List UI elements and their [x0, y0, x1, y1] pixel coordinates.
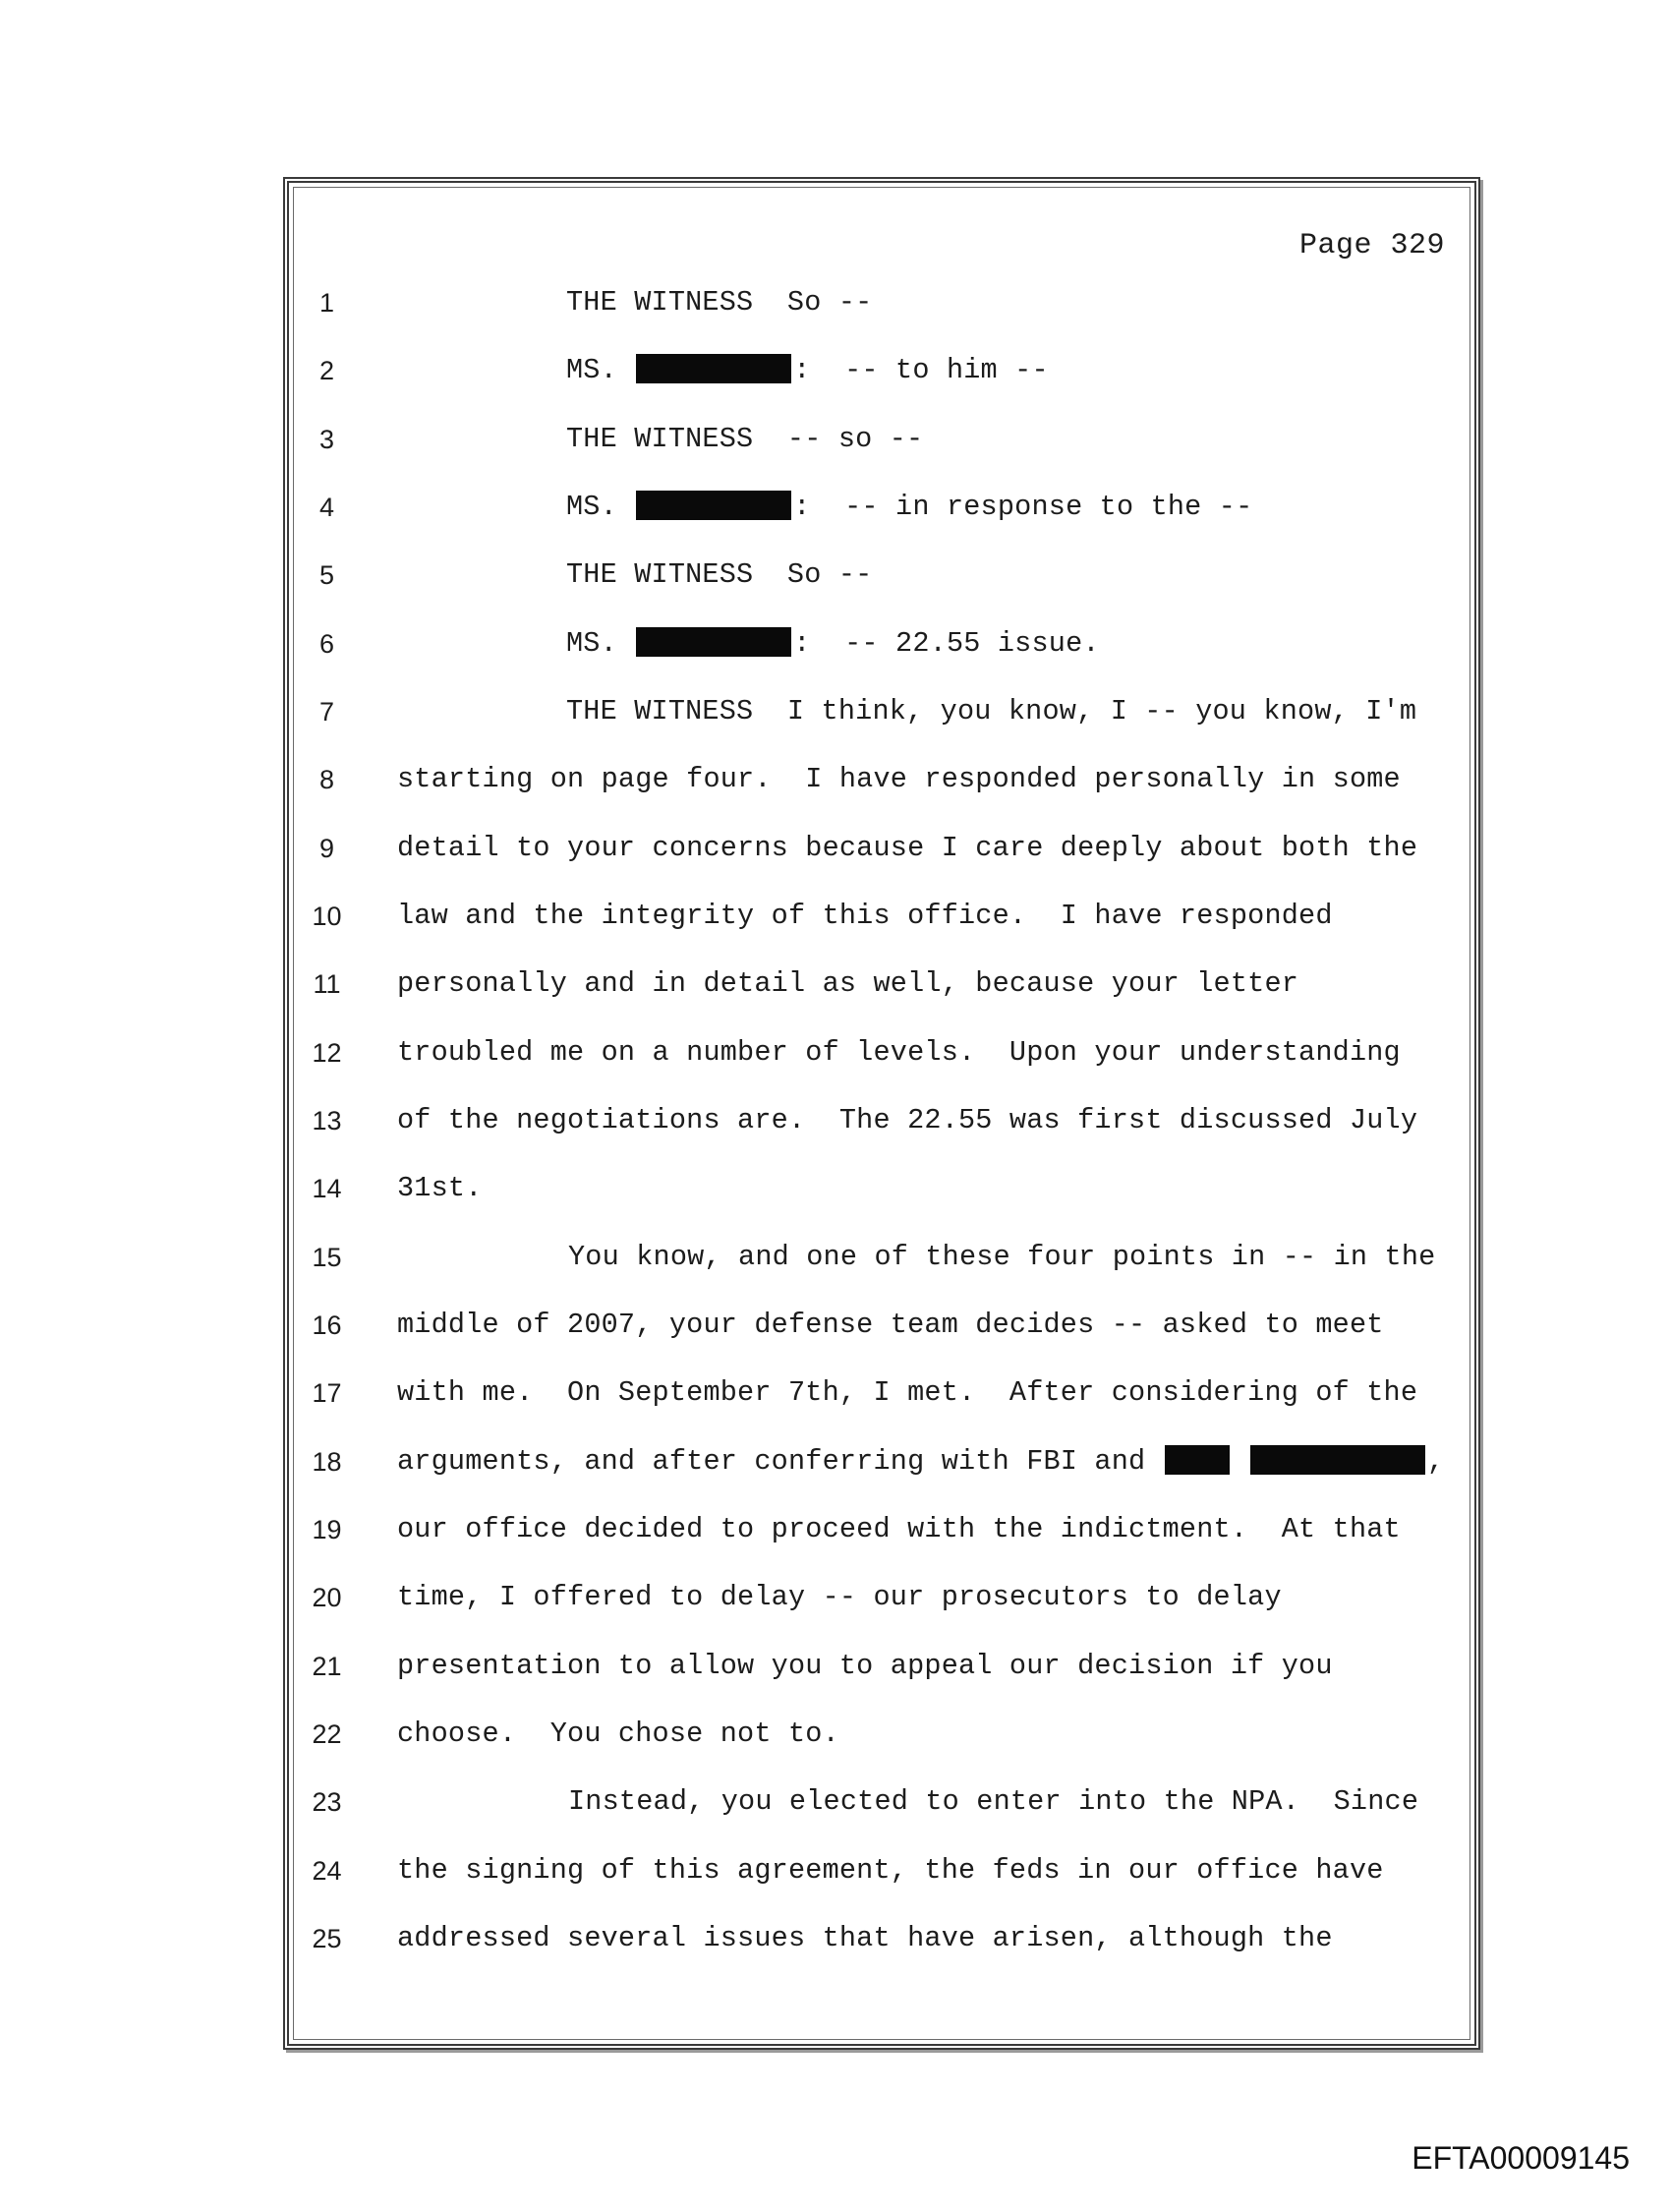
line-number: 17 [312, 1378, 342, 1408]
line-text: addressed several issues that have arisen, although the [397, 1922, 1333, 1954]
line-number: 23 [312, 1787, 342, 1817]
line-number: 16 [312, 1310, 342, 1340]
line-number: 18 [312, 1447, 342, 1477]
line-text: choose. You chose not to. [397, 1717, 839, 1750]
line-text: THE WITNESS I think, you know, I -- you know, I'm [566, 695, 1417, 728]
line-number: 14 [312, 1174, 342, 1203]
line-text: middle of 2007, your defense team decides -- asked to meet [397, 1309, 1384, 1341]
line-text: our office decided to proceed with the indictment. At that [397, 1513, 1401, 1545]
speaker-prefix: MS. [566, 491, 635, 523]
line-number: 24 [312, 1856, 342, 1886]
redaction-box [636, 354, 791, 383]
transcript-line [0, 1920, 1671, 1969]
transcript-line [0, 965, 1671, 1015]
line-number: 10 [312, 902, 342, 931]
transcript-line [0, 625, 1671, 674]
line-text-rest: : -- to him -- [793, 354, 1049, 386]
line-text: THE WITNESS So -- [566, 558, 873, 591]
redaction-box [1165, 1445, 1230, 1475]
line-text: Instead, you elected to enter into the NPA. Since [568, 1785, 1419, 1818]
transcript-line [0, 352, 1671, 401]
line-number: 4 [318, 493, 335, 522]
speaker-prefix: MS. [566, 627, 635, 660]
line-text: the signing of this agreement, the feds in our office have [397, 1854, 1384, 1887]
line-text-start: arguments, and after conferring with FBI and [397, 1445, 1163, 1478]
line-text [397, 1445, 1444, 1478]
line-text: of the negotiations are. The 22.55 was first discussed July [397, 1104, 1418, 1136]
line-number: 6 [318, 629, 335, 659]
line-number: 22 [312, 1719, 342, 1749]
transcript-line [0, 1170, 1671, 1219]
transcript-line [0, 1648, 1671, 1697]
line-number: 3 [318, 425, 335, 454]
line-number: 12 [312, 1038, 342, 1068]
line-text-rest: : -- 22.55 issue. [793, 627, 1100, 660]
line-text: THE WITNESS So -- [566, 286, 873, 319]
transcript-line [0, 421, 1671, 470]
line-number: 9 [318, 834, 335, 863]
redaction-box [636, 627, 791, 657]
line-number: 25 [312, 1924, 342, 1953]
line-number: 11 [313, 969, 341, 999]
transcript-line [0, 1307, 1671, 1356]
line-text: presentation to allow you to appeal our decision if you [397, 1650, 1333, 1682]
transcript-line [0, 1511, 1671, 1560]
line-number: 8 [318, 765, 335, 794]
line-text: law and the integrity of this office. I have responded [397, 900, 1333, 932]
line-text: time, I offered to delay -- our prosecutors to delay [397, 1581, 1282, 1613]
redaction-box [1250, 1445, 1425, 1475]
line-text: 31st. [397, 1172, 483, 1204]
transcript-line [0, 1579, 1671, 1628]
line-text: starting on page four. I have responded personally in some [397, 763, 1401, 795]
line-text-rest: : -- in response to the -- [793, 491, 1253, 523]
line-number: 20 [312, 1583, 342, 1612]
transcript-line [0, 284, 1671, 333]
line-text [566, 627, 1100, 660]
line-number: 1 [318, 288, 335, 318]
line-text-rest: , [1426, 1445, 1445, 1478]
transcript-line [0, 761, 1671, 810]
transcript-line [0, 1239, 1671, 1288]
line-text: personally and in detail as well, because your letter [397, 967, 1299, 1000]
line-text: THE WITNESS -- so -- [566, 423, 924, 455]
line-number: 21 [312, 1652, 342, 1681]
line-text: troubled me on a number of levels. Upon your understanding [397, 1036, 1401, 1069]
redaction-box [636, 491, 791, 520]
line-number: 15 [312, 1243, 342, 1272]
line-number: 13 [312, 1106, 342, 1135]
line-text: You know, and one of these four points in -- in the [568, 1241, 1436, 1273]
document-id-footer: EFTA00009145 [1412, 2140, 1630, 2176]
page-number: Page 329 [1298, 229, 1445, 262]
transcript-line [0, 1443, 1671, 1492]
line-text [566, 354, 1049, 386]
transcript-line [0, 1783, 1671, 1833]
line-text [566, 491, 1252, 523]
transcript-line [0, 556, 1671, 606]
transcript-line [0, 489, 1671, 538]
transcript-line [0, 898, 1671, 947]
line-text: detail to your concerns because I care deeply about both the [397, 832, 1418, 864]
line-number: 7 [318, 697, 335, 727]
transcript-line [0, 1374, 1671, 1424]
transcript-line [0, 693, 1671, 742]
transcript-line [0, 1716, 1671, 1765]
speaker-prefix: MS. [566, 354, 635, 386]
transcript-line [0, 1102, 1671, 1151]
transcript-line [0, 1034, 1671, 1083]
line-number: 2 [318, 356, 335, 385]
transcript-line [0, 1852, 1671, 1901]
line-number: 19 [312, 1515, 342, 1544]
transcript-line [0, 830, 1671, 879]
line-number: 5 [318, 560, 335, 590]
line-text: with me. On September 7th, I met. After considering of the [397, 1376, 1418, 1409]
